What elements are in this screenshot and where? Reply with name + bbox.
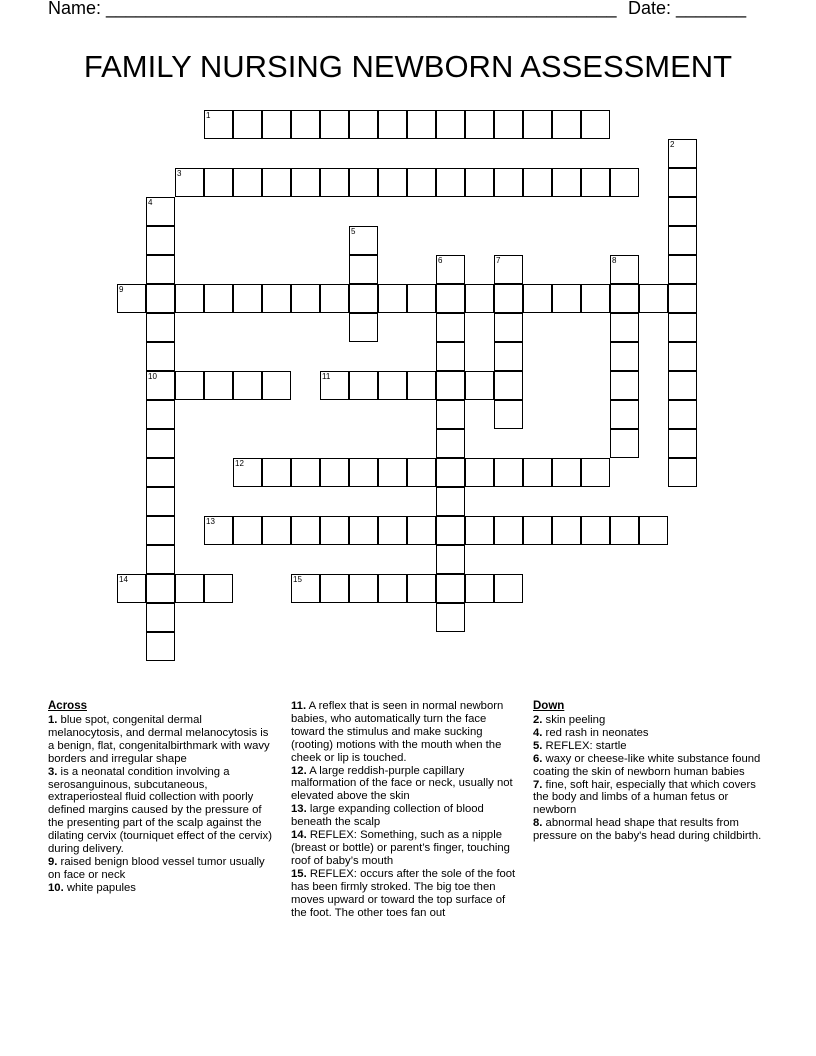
clue-text: waxy or cheese-like white substance found coating the skin of newborn human babies <box>533 752 761 778</box>
grid-cell[interactable] <box>349 371 378 400</box>
grid-cell[interactable] <box>610 255 639 284</box>
grid-cell[interactable] <box>494 110 523 139</box>
grid-cell[interactable] <box>552 516 581 545</box>
clue-number-label: 15. <box>291 867 307 880</box>
clue-item <box>291 803 523 829</box>
grid-cell[interactable] <box>378 110 407 139</box>
grid-cell[interactable] <box>610 429 639 458</box>
clue-number-label: 10. <box>48 881 64 894</box>
grid-cell[interactable] <box>349 574 378 603</box>
grid-cell[interactable] <box>436 603 465 632</box>
grid-cell[interactable] <box>494 516 523 545</box>
grid-cell[interactable] <box>552 168 581 197</box>
grid-cell[interactable] <box>436 168 465 197</box>
grid-cell[interactable] <box>581 110 610 139</box>
grid-cell[interactable] <box>146 487 175 516</box>
clue-item <box>533 817 763 843</box>
grid-cell[interactable] <box>291 110 320 139</box>
grid-cell[interactable] <box>668 313 697 342</box>
grid-cell[interactable] <box>552 284 581 313</box>
clue-item <box>291 829 523 868</box>
grid-cell[interactable] <box>668 284 697 313</box>
across-heading: Across <box>48 700 87 712</box>
grid-cell[interactable] <box>233 168 262 197</box>
clue-number-label: 13. <box>291 803 307 816</box>
clue-item <box>48 766 273 856</box>
grid-cell[interactable] <box>610 342 639 371</box>
grid-cell[interactable] <box>436 458 465 487</box>
grid-cell[interactable] <box>436 110 465 139</box>
grid-cell[interactable] <box>668 400 697 429</box>
clue-number: 14 <box>119 575 128 584</box>
clue-item <box>533 740 763 753</box>
clue-text: REFLEX: startle <box>542 739 627 752</box>
clue-text: A large reddish-purple capillary malformation of the face or neck, usually not elevated above the skin <box>291 764 513 803</box>
clue-item <box>291 700 523 765</box>
grid-cell[interactable] <box>494 255 523 284</box>
clue-text: is a neonatal condition involving a serosanguinous, subcutaneous, extraperiosteal fluid collection with poorly defined margins caused by the pressure of the presenting part of the scalp against the dilating cervix (tourniquet effect of the cervix) during delivery. <box>48 765 272 856</box>
grid-cell[interactable] <box>494 168 523 197</box>
grid-cell[interactable] <box>146 574 175 603</box>
clue-text: red rash in neonates <box>542 726 649 739</box>
grid-cell[interactable] <box>668 139 697 168</box>
grid-cell[interactable] <box>436 429 465 458</box>
clue-number: 8 <box>612 256 617 265</box>
grid-cell[interactable] <box>146 458 175 487</box>
grid-cell[interactable] <box>262 371 291 400</box>
grid-cell[interactable] <box>204 574 233 603</box>
clue-text: REFLEX: occurs after the sole of the foot has been firmly stroked. The big toe then moves upward or toward the top surface of the foot. The other toes fan out <box>291 867 516 919</box>
clue-number-label: 1. <box>48 714 58 726</box>
grid-cell[interactable] <box>668 168 697 197</box>
clue-number-label: 8. <box>533 817 543 830</box>
grid-cell[interactable] <box>610 371 639 400</box>
grid-cell[interactable] <box>146 226 175 255</box>
grid-cell[interactable] <box>465 371 494 400</box>
grid-cell[interactable] <box>465 110 494 139</box>
clue-item <box>291 868 523 920</box>
grid-cell[interactable] <box>320 458 349 487</box>
clue-number: 6 <box>438 256 443 265</box>
grid-cell[interactable] <box>465 516 494 545</box>
clue-number-label: 3. <box>48 765 58 778</box>
grid-cell[interactable] <box>407 516 436 545</box>
grid-cell[interactable] <box>146 603 175 632</box>
grid-cell[interactable] <box>349 168 378 197</box>
grid-cell[interactable] <box>233 371 262 400</box>
grid-cell[interactable] <box>146 400 175 429</box>
grid-cell[interactable] <box>262 284 291 313</box>
grid-cell[interactable] <box>117 284 146 313</box>
clue-text: large expanding collection of blood beneath the scalp <box>291 803 484 829</box>
grid-cell[interactable] <box>407 371 436 400</box>
grid-cell[interactable] <box>465 284 494 313</box>
clue-item <box>533 779 763 818</box>
grid-cell[interactable] <box>668 342 697 371</box>
clue-number-label: 5. <box>533 739 543 752</box>
grid-cell[interactable] <box>436 284 465 313</box>
grid-cell[interactable] <box>436 516 465 545</box>
clue-number: 7 <box>496 256 501 265</box>
clue-number: 1 <box>206 111 211 120</box>
clue-number: 4 <box>148 198 153 207</box>
grid-cell[interactable] <box>291 284 320 313</box>
grid-cell[interactable] <box>610 400 639 429</box>
grid-cell[interactable] <box>668 429 697 458</box>
grid-cell[interactable] <box>233 516 262 545</box>
clue-number: 5 <box>351 227 356 236</box>
grid-cell[interactable] <box>204 516 233 545</box>
clue-text: A reflex that is seen in normal newborn babies, who automatically turn the face toward the stimulus and make sucking (rooting) motions with the mouth when the cheek or lip is touched. <box>291 700 504 764</box>
grid-cell[interactable] <box>407 458 436 487</box>
grid-cell[interactable] <box>494 342 523 371</box>
clue-number: 13 <box>206 517 215 526</box>
grid-cell[interactable] <box>146 632 175 661</box>
grid-cell[interactable] <box>233 110 262 139</box>
grid-cell[interactable] <box>378 284 407 313</box>
clue-text: abnormal head shape that results from pressure on the baby's head during childbirth. <box>533 817 762 843</box>
clue-number: 10 <box>148 372 157 381</box>
grid-cell[interactable] <box>407 284 436 313</box>
page-title: FAMILY NURSING NEWBORN ASSESSMENT <box>83 49 733 84</box>
grid-cell[interactable] <box>581 458 610 487</box>
clue-number: 9 <box>119 285 124 294</box>
grid-cell[interactable] <box>146 197 175 226</box>
down-clue-list <box>533 714 763 843</box>
clue-item <box>533 727 763 740</box>
grid-cell[interactable] <box>117 574 146 603</box>
across-clue-list <box>48 714 273 895</box>
grid-cell[interactable] <box>610 168 639 197</box>
grid-cell[interactable] <box>349 516 378 545</box>
grid-cell[interactable] <box>436 371 465 400</box>
clue-number-label: 2. <box>533 714 543 726</box>
clue-number-label: 6. <box>533 752 543 765</box>
grid-cell[interactable] <box>668 226 697 255</box>
grid-cell[interactable] <box>378 574 407 603</box>
down-clues-column <box>533 700 763 843</box>
grid-cell[interactable] <box>262 458 291 487</box>
grid-cell[interactable] <box>204 284 233 313</box>
grid-cell[interactable] <box>668 255 697 284</box>
grid-cell[interactable] <box>436 545 465 574</box>
grid-cell[interactable] <box>349 458 378 487</box>
grid-cell[interactable] <box>378 516 407 545</box>
grid-cell[interactable] <box>233 284 262 313</box>
grid-cell[interactable] <box>320 284 349 313</box>
grid-cell[interactable] <box>494 574 523 603</box>
grid-cell[interactable] <box>639 284 668 313</box>
grid-cell[interactable] <box>146 342 175 371</box>
clue-number-label: 4. <box>533 726 543 739</box>
grid-cell[interactable] <box>146 371 175 400</box>
clue-number: 11 <box>322 372 331 381</box>
grid-cell[interactable] <box>436 342 465 371</box>
grid-cell[interactable] <box>436 313 465 342</box>
clue-number-label: 12. <box>291 764 307 777</box>
grid-cell[interactable] <box>320 574 349 603</box>
clue-number: 3 <box>177 169 182 178</box>
grid-cell[interactable] <box>523 458 552 487</box>
clue-text: REFLEX: Something, such as a nipple (breast or bottle) or parent’s finger, touching roof of baby’s mouth <box>291 829 510 867</box>
date-field-label[interactable]: Date: _______ <box>628 0 747 18</box>
grid-cell[interactable] <box>291 168 320 197</box>
grid-cell[interactable] <box>552 458 581 487</box>
grid-cell[interactable] <box>349 110 378 139</box>
grid-cell[interactable] <box>146 284 175 313</box>
grid-cell[interactable] <box>436 255 465 284</box>
grid-cell[interactable] <box>146 255 175 284</box>
grid-cell[interactable] <box>407 110 436 139</box>
grid-cell[interactable] <box>378 168 407 197</box>
clue-number-label: 14. <box>291 829 307 842</box>
grid-cell[interactable] <box>436 487 465 516</box>
clue-number-label: 7. <box>533 778 543 791</box>
clue-number: 2 <box>670 140 675 149</box>
grid-cell[interactable] <box>610 313 639 342</box>
grid-cell[interactable] <box>349 226 378 255</box>
clue-item <box>291 765 523 804</box>
clue-text: blue spot, congenital dermal melanocytosis, and dermal melanocytosis is a benign, flat, congenitalbirthmark with wavy borders and irregular shape <box>48 714 270 765</box>
grid-cell[interactable] <box>581 516 610 545</box>
clue-item <box>48 882 273 895</box>
grid-cell[interactable] <box>523 284 552 313</box>
grid-cell[interactable] <box>146 516 175 545</box>
grid-cell[interactable] <box>320 168 349 197</box>
grid-cell[interactable] <box>262 110 291 139</box>
grid-cell[interactable] <box>407 168 436 197</box>
grid-cell[interactable] <box>610 284 639 313</box>
grid-cell[interactable] <box>407 574 436 603</box>
grid-cell[interactable] <box>349 284 378 313</box>
grid-cell[interactable] <box>436 574 465 603</box>
grid-cell[interactable] <box>465 168 494 197</box>
grid-cell[interactable] <box>494 284 523 313</box>
clue-text: fine, soft hair, especially that which covers the body and limbs of a human fetus or newborn <box>533 778 756 817</box>
clue-item <box>48 856 273 882</box>
clue-text: skin peeling <box>542 714 606 726</box>
grid-cell[interactable] <box>639 516 668 545</box>
grid-cell[interactable] <box>610 516 639 545</box>
grid-cell[interactable] <box>668 458 697 487</box>
clue-number-label: 11. <box>291 700 307 712</box>
grid-cell[interactable] <box>668 197 697 226</box>
grid-cell[interactable] <box>175 168 204 197</box>
grid-cell[interactable] <box>204 110 233 139</box>
grid-cell[interactable] <box>523 168 552 197</box>
grid-cell[interactable] <box>233 458 262 487</box>
grid-cell[interactable] <box>291 516 320 545</box>
clue-item <box>533 714 763 727</box>
grid-cell[interactable] <box>552 110 581 139</box>
grid-cell[interactable] <box>146 313 175 342</box>
grid-cell[interactable] <box>465 574 494 603</box>
grid-cell[interactable] <box>320 371 349 400</box>
across-clue-list-continued <box>291 700 523 919</box>
clue-text: white papules <box>63 881 136 894</box>
grid-cell[interactable] <box>175 371 204 400</box>
clue-number-label: 9. <box>48 855 58 868</box>
clue-text: raised benign blood vessel tumor usually on face or neck <box>48 855 265 881</box>
across-clues-column <box>48 700 273 895</box>
grid-cell[interactable] <box>668 371 697 400</box>
grid-cell[interactable] <box>291 458 320 487</box>
grid-cell[interactable] <box>581 284 610 313</box>
grid-cell[interactable] <box>494 313 523 342</box>
grid-cell[interactable] <box>494 458 523 487</box>
grid-cell[interactable] <box>291 574 320 603</box>
grid-cell[interactable] <box>320 516 349 545</box>
clue-item <box>48 714 273 766</box>
grid-cell[interactable] <box>262 516 291 545</box>
grid-cell[interactable] <box>204 168 233 197</box>
across-clues-continued <box>291 700 523 919</box>
grid-cell[interactable] <box>175 574 204 603</box>
grid-cell[interactable] <box>146 429 175 458</box>
grid-cell[interactable] <box>146 545 175 574</box>
clue-number: 15 <box>293 575 302 584</box>
grid-cell[interactable] <box>494 400 523 429</box>
grid-cell[interactable] <box>175 284 204 313</box>
grid-cell[interactable] <box>349 313 378 342</box>
grid-cell[interactable] <box>204 371 233 400</box>
clue-number: 12 <box>235 459 244 468</box>
grid-cell[interactable] <box>436 400 465 429</box>
down-heading: Down <box>533 700 565 712</box>
grid-cell[interactable] <box>465 458 494 487</box>
grid-cell[interactable] <box>523 110 552 139</box>
grid-cell[interactable] <box>378 458 407 487</box>
grid-cell[interactable] <box>262 168 291 197</box>
grid-cell[interactable] <box>494 371 523 400</box>
grid-cell[interactable] <box>378 371 407 400</box>
name-field-label[interactable]: Name: ___________________________________________________ <box>48 0 617 18</box>
grid-cell[interactable] <box>581 168 610 197</box>
clue-item <box>533 753 763 779</box>
grid-cell[interactable] <box>523 516 552 545</box>
grid-cell[interactable] <box>320 110 349 139</box>
grid-cell[interactable] <box>349 255 378 284</box>
